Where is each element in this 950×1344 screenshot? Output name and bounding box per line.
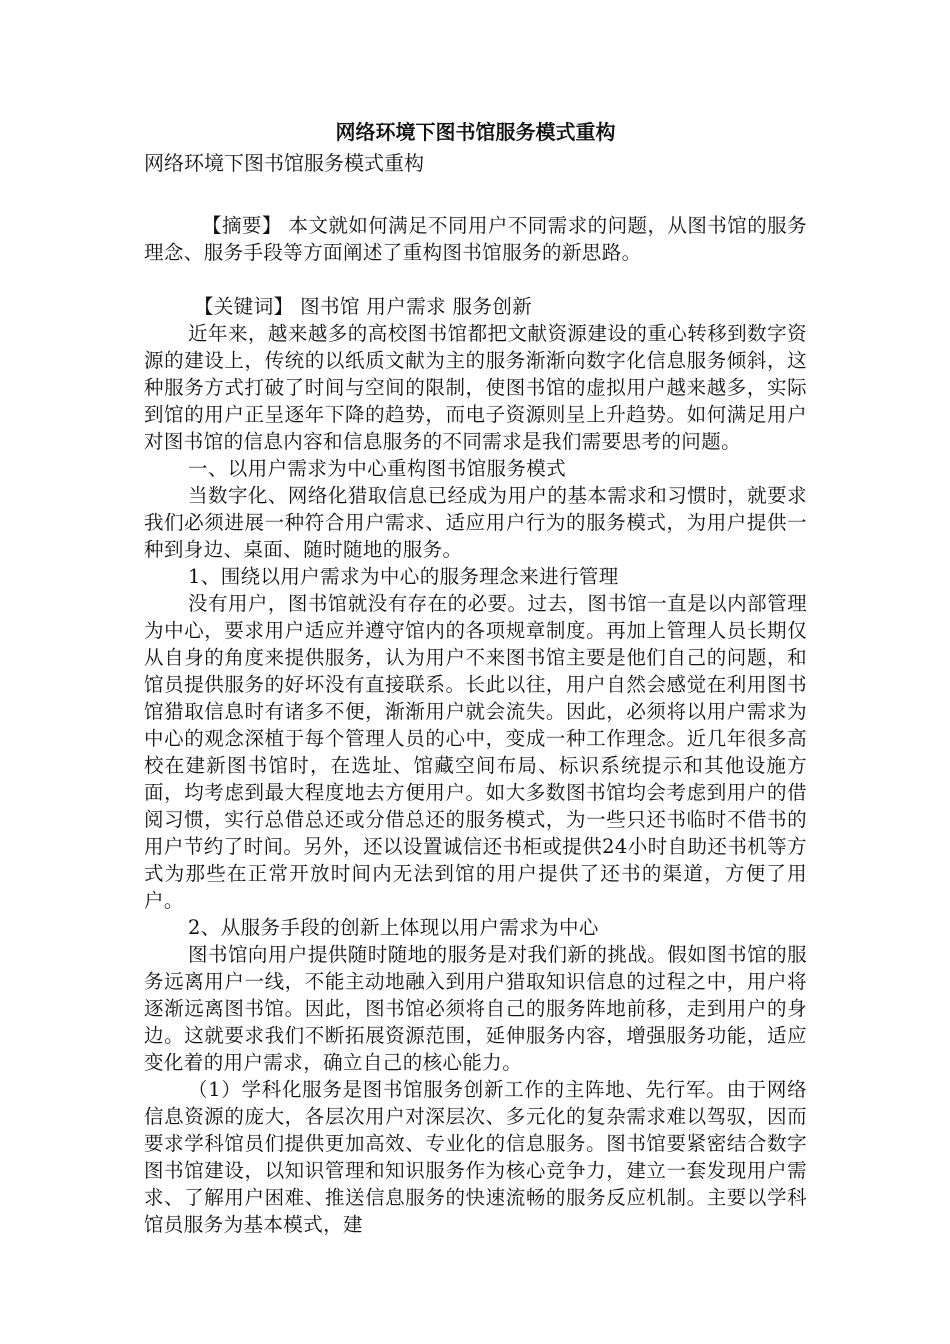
document-subtitle: 网络环境下图书馆服务模式重构 xyxy=(144,151,424,175)
body-paragraph: 当数字化、网络化猎取信息已经成为用户的基本需求和习惯时，就要求我们必须进展一种符合用户需求、适应用户行为的服务模式，为用户提供一种到身边、桌面、随时随地的服务。 xyxy=(144,484,807,561)
body-paragraph: 没有用户，图书馆就没有存在的必要。过去，图书馆一直是以内部管理为中心，要求用户适应并遵守馆内的各项规章制度。再加上管理人员长期仅从自身的角度来提供服务，认为用户不来图书馆主要是他们自己的问题，和馆员提供服务的好坏没有直接联系。长此以往，用户自然会感觉在利用图书馆猎取信息时有诸多不便，渐渐用户就会流失。因此，必须将以用户需求为中心的观念深植于每个管理人员的心中，变成一种工作理念。近几年很多高校在建新图书馆时，在选址、馆藏空间布局、标识系统提示和其他设施方面，均考虑到最大程度地去方便用户。如大多数图书馆均会考虑到用户的借阅习惯，实行总借总还或分借总还的服务模式，为一些只还书临时不借书的用户节约了时间。另外，还以设置诚信还书柜或提供24小时自助还书机等方式为那些在正常开放时间内无法到馆的用户提供了还书的渠道，方便了用户。 xyxy=(144,592,807,912)
document-title: 网络环境下图书馆服务模式重构 xyxy=(335,120,616,144)
section-heading: 一、以用户需求为中心重构图书馆服务模式 xyxy=(188,457,567,480)
abstract-paragraph: 【摘要】 本文就如何满足不同用户不同需求的问题，从图书馆的服务理念、服务手段等方面阐述了重构图书馆服务的新思路。 xyxy=(144,214,807,264)
subsection-heading: 1、围绕以用户需求为中心的服务理念来进行管理 xyxy=(188,565,619,588)
subsection-heading: 2、从服务手段的创新上体现以用户需求为中心 xyxy=(188,916,599,939)
body-paragraph: （1）学科化服务是图书馆服务创新工作的主阵地、先行军。由于网络信息资源的庞大，各层次用户对深层次、多元化的复杂需求难以驾驭，因而要求学科馆员们提供更加高效、专业化的信息服务。图书馆要紧密结合数字图书馆建设，以知识管理和知识服务作为核心竞争力，建立一套发现用户需求、了解用户困难、推送信息服务的快速流畅的服务反应机制。主要以学科馆员服务为基本模式，建 xyxy=(144,1078,807,1236)
keywords-line: 【关键词】 图书馆 用户需求 服务创新 xyxy=(194,295,533,318)
body-paragraph: 近年来，越来越多的高校图书馆都把文献资源建设的重心转移到数字资源的建设上，传统的以纸质文献为主的服务渐渐向数字化信息服务倾斜，这种服务方式打破了时间与空间的限制，使图书馆的虚拟用户越来越多，实际到馆的用户正呈逐年下降的趋势，而电子资源则呈上升趋势。如何满足用户对图书馆的信息内容和信息服务的不同需求是我们需要思考的问题。 xyxy=(144,322,807,453)
document-page xyxy=(144,116,807,1238)
body-paragraph: 图书馆向用户提供随时随地的服务是对我们新的挑战。假如图书馆的服务远离用户一线，不能主动地融入到用户猎取知识信息的过程之中，用户将逐渐远离图书馆。因此，图书馆必须将自己的服务阵地前移，走到用户的身边。这就要求我们不断拓展资源范围，延伸服务内容，增强服务功能，适应变化着的用户需求，确立自己的核心能力。 xyxy=(144,943,807,1074)
